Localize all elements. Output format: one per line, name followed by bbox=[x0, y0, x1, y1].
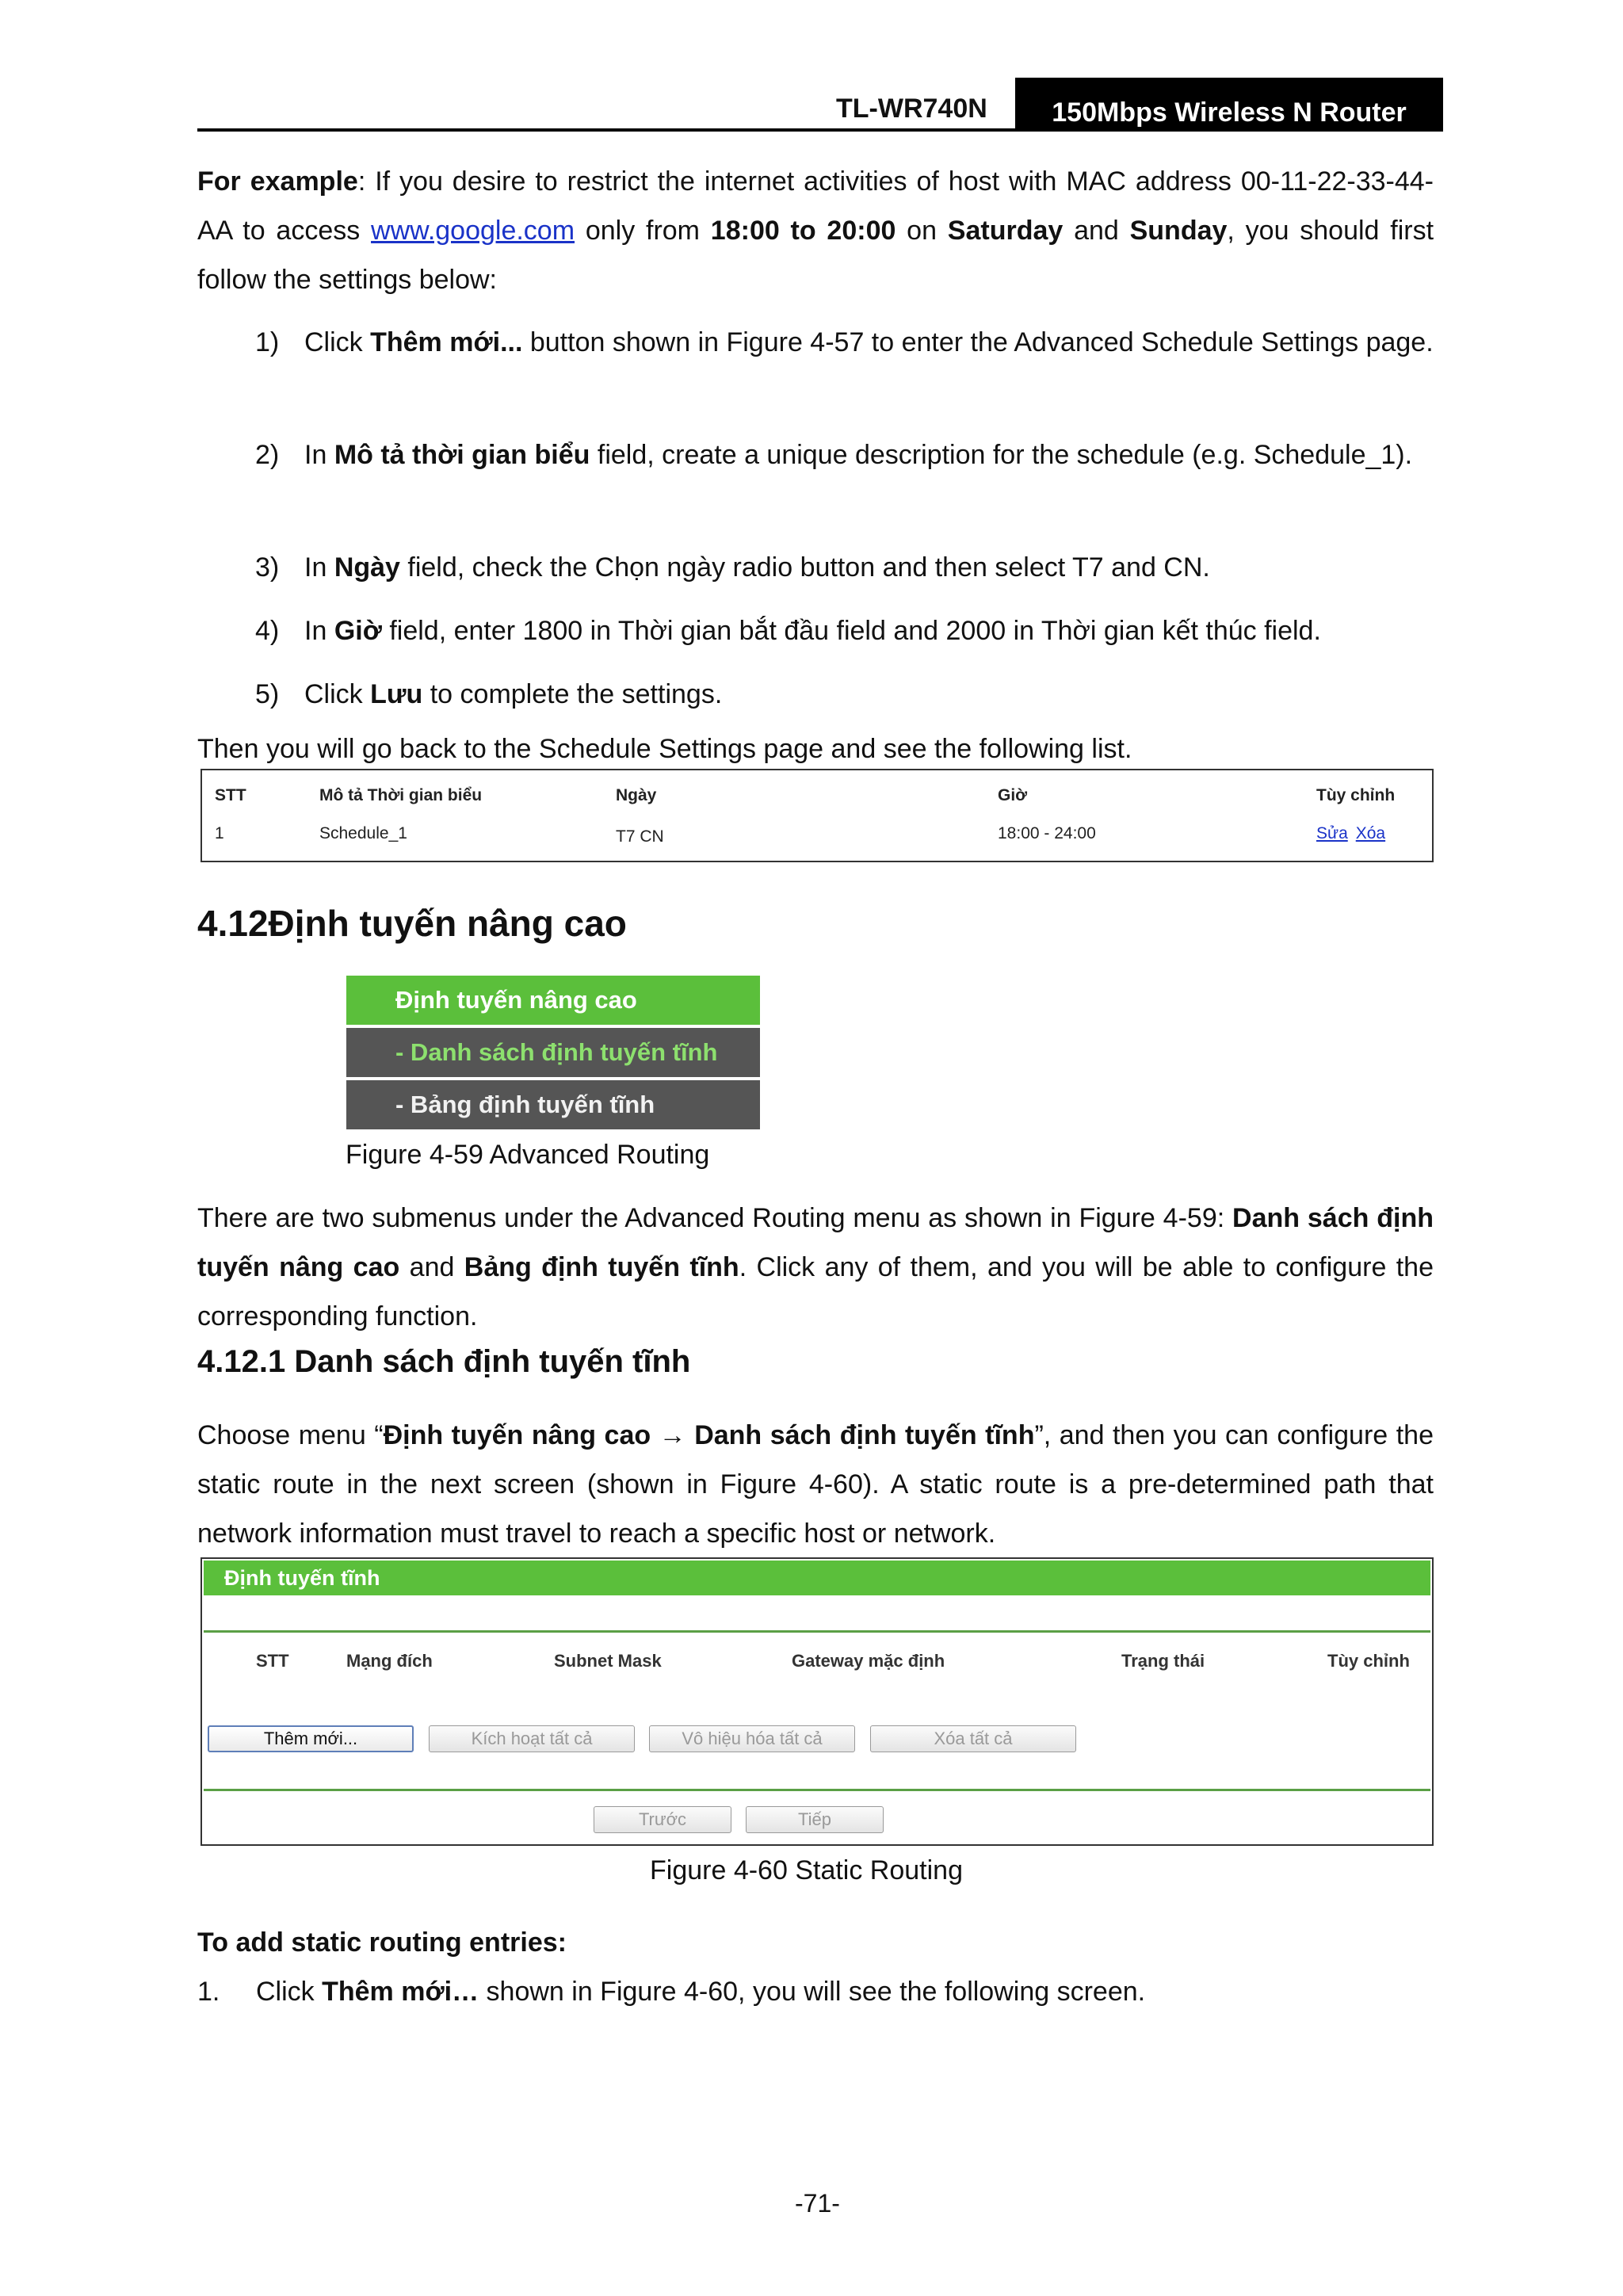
col-destination: Mạng đích bbox=[346, 1651, 433, 1671]
prev-button[interactable]: Trước bbox=[594, 1806, 731, 1833]
step-pre: In bbox=[304, 616, 334, 646]
step-pre: In bbox=[304, 552, 334, 583]
step-post: field, check the Chọn ngày radio button and then select T7 and CN. bbox=[399, 552, 1210, 583]
add-step-pre: Click bbox=[256, 1977, 323, 2007]
col-stt: STT bbox=[256, 1651, 289, 1671]
subsection-title: 4.12.1 Danh sách định tuyến tĩnh bbox=[197, 1344, 691, 1379]
choose-bold-2: Danh sách định tuyến tĩnh bbox=[694, 1420, 1035, 1450]
step-body bbox=[304, 606, 1434, 655]
delete-all-button[interactable]: Xóa tất cả bbox=[870, 1725, 1076, 1752]
google-link[interactable]: www.google.com bbox=[371, 216, 575, 246]
disable-all-button[interactable]: Vô hiệu hóa tất cả bbox=[649, 1725, 855, 1752]
example-day-1: Saturday bbox=[947, 216, 1064, 246]
example-day-2: Sunday bbox=[1129, 216, 1228, 246]
row-actions bbox=[1316, 824, 1393, 843]
step-body bbox=[304, 430, 1434, 479]
delete-link[interactable]: Xóa bbox=[1355, 824, 1386, 842]
submenus-text-3: . Click any of them, and you will be able to configure the corresponding function. bbox=[197, 1252, 1434, 1331]
step-bold: Lưu bbox=[370, 679, 423, 709]
example-text-4: and bbox=[1063, 216, 1130, 246]
example-text-3: on bbox=[896, 216, 948, 246]
col-options: Tùy chỉnh bbox=[1316, 786, 1396, 804]
step-pre: Click bbox=[304, 679, 371, 709]
panel-divider-top bbox=[204, 1630, 1430, 1633]
arrow-icon: → bbox=[651, 1420, 695, 1450]
step-pre: Click bbox=[304, 327, 371, 357]
step-number: 5) bbox=[255, 679, 280, 709]
next-button[interactable]: Tiếp bbox=[746, 1806, 884, 1833]
header-model: TL-WR740N bbox=[836, 94, 987, 124]
col-description: Mô tả Thời gian biểu bbox=[319, 786, 483, 804]
panel-title: Định tuyến tĩnh bbox=[204, 1561, 1430, 1595]
row-time: 18:00 - 24:00 bbox=[998, 824, 1096, 842]
schedule-table bbox=[200, 769, 1434, 862]
static-routing-panel bbox=[200, 1557, 1434, 1846]
submenus-bold-1: Danh sách định tuyến nâng cao bbox=[197, 1203, 1434, 1282]
submenus-text-2: and bbox=[399, 1252, 464, 1282]
enable-all-button[interactable]: Kích hoạt tất cả bbox=[429, 1725, 635, 1752]
col-options: Tùy chỉnh bbox=[1327, 1651, 1410, 1671]
step-body bbox=[304, 543, 1434, 592]
then-text: Then you will go back to the Schedule Settings page and see the following list. bbox=[197, 734, 1132, 764]
choose-bold-1: Định tuyến nâng cao bbox=[383, 1420, 651, 1450]
submenus-paragraph bbox=[197, 1194, 1434, 1341]
page-number: -71- bbox=[795, 2189, 840, 2218]
example-text-1: : If you desire to restrict the internet activities of host with MAC address 00-11-22-33-44-AA to access bbox=[197, 166, 1434, 246]
col-gateway: Gateway mặc định bbox=[792, 1651, 945, 1671]
choose-text-2: ”, and then you can configure the static route in the next screen (shown in Figure 4-60). A static route is a pre-determined path that network information must travel to reach a specific host or network. bbox=[197, 1420, 1434, 1549]
row-description: Schedule_1 bbox=[319, 824, 407, 842]
choose-paragraph bbox=[197, 1411, 1434, 1558]
add-step-body bbox=[256, 1967, 1434, 2016]
step-bold: Mô tả thời gian biểu bbox=[334, 440, 590, 470]
add-step-post: shown in Figure 4-60, you will see the following screen. bbox=[479, 1977, 1146, 2007]
step-body bbox=[304, 670, 1434, 719]
step-post: button shown in Figure 4-57 to enter the Advanced Schedule Settings page. bbox=[522, 327, 1434, 357]
submenus-bold-2: Bảng định tuyến tĩnh bbox=[464, 1252, 739, 1282]
edit-link[interactable]: Sửa bbox=[1316, 824, 1348, 842]
example-time: 18:00 to 20:00 bbox=[710, 216, 896, 246]
step-bold: Thêm mới... bbox=[370, 327, 523, 357]
step-bold: Giờ bbox=[334, 616, 382, 646]
example-text-2: only from bbox=[575, 216, 711, 246]
header-product-box bbox=[1015, 78, 1443, 132]
col-subnet-mask: Subnet Mask bbox=[554, 1651, 662, 1671]
menu-static-routing-table[interactable]: - Bảng định tuyến tĩnh bbox=[346, 1080, 760, 1129]
header-rule bbox=[197, 128, 1443, 132]
example-paragraph bbox=[197, 157, 1434, 304]
row-day: T7 CN bbox=[616, 827, 664, 846]
add-step-bold: Thêm mới… bbox=[322, 1977, 479, 2007]
step-bold: Ngày bbox=[334, 552, 400, 583]
advanced-routing-menu bbox=[346, 976, 760, 1133]
panel-divider-bottom bbox=[204, 1789, 1430, 1791]
example-text-5: , you should first follow the settings below: bbox=[197, 216, 1434, 295]
step-post: field, enter 1800 in Thời gian bắt đầu field and 2000 in Thời gian kết thúc field. bbox=[381, 616, 1321, 646]
submenus-text-1: There are two submenus under the Advanced Routing menu as shown in Figure 4-59: bbox=[197, 1203, 1233, 1233]
col-time: Giờ bbox=[998, 786, 1028, 804]
step-post: to complete the settings. bbox=[422, 679, 723, 709]
header-product: 150Mbps Wireless N Router bbox=[1052, 97, 1407, 128]
add-step-number: 1. bbox=[197, 1977, 220, 2007]
example-lead: For example bbox=[197, 166, 358, 197]
step-post: field, create a unique description for the schedule (e.g. Schedule_1). bbox=[590, 440, 1413, 470]
row-stt: 1 bbox=[215, 824, 224, 842]
col-status: Trạng thái bbox=[1121, 1651, 1205, 1671]
step-body bbox=[304, 318, 1434, 367]
step-number: 2) bbox=[255, 440, 280, 470]
col-stt: STT bbox=[215, 786, 246, 804]
menu-advanced-routing[interactable]: Định tuyến nâng cao bbox=[346, 976, 760, 1025]
step-number: 4) bbox=[255, 616, 280, 646]
section-title: 4.12Định tuyến nâng cao bbox=[197, 903, 627, 944]
menu-static-routing-list[interactable]: - Danh sách định tuyến tĩnh bbox=[346, 1028, 760, 1077]
figure-60-caption: Figure 4-60 Static Routing bbox=[650, 1855, 963, 1885]
add-heading: To add static routing entries: bbox=[197, 1927, 567, 1958]
step-pre: In bbox=[304, 440, 334, 470]
choose-text-1: Choose menu “ bbox=[197, 1420, 384, 1450]
step-number: 1) bbox=[255, 327, 280, 357]
col-day: Ngày bbox=[616, 786, 657, 804]
figure-59-caption: Figure 4-59 Advanced Routing bbox=[346, 1140, 710, 1170]
add-new-button[interactable]: Thêm mới... bbox=[208, 1725, 414, 1752]
step-number: 3) bbox=[255, 552, 280, 583]
